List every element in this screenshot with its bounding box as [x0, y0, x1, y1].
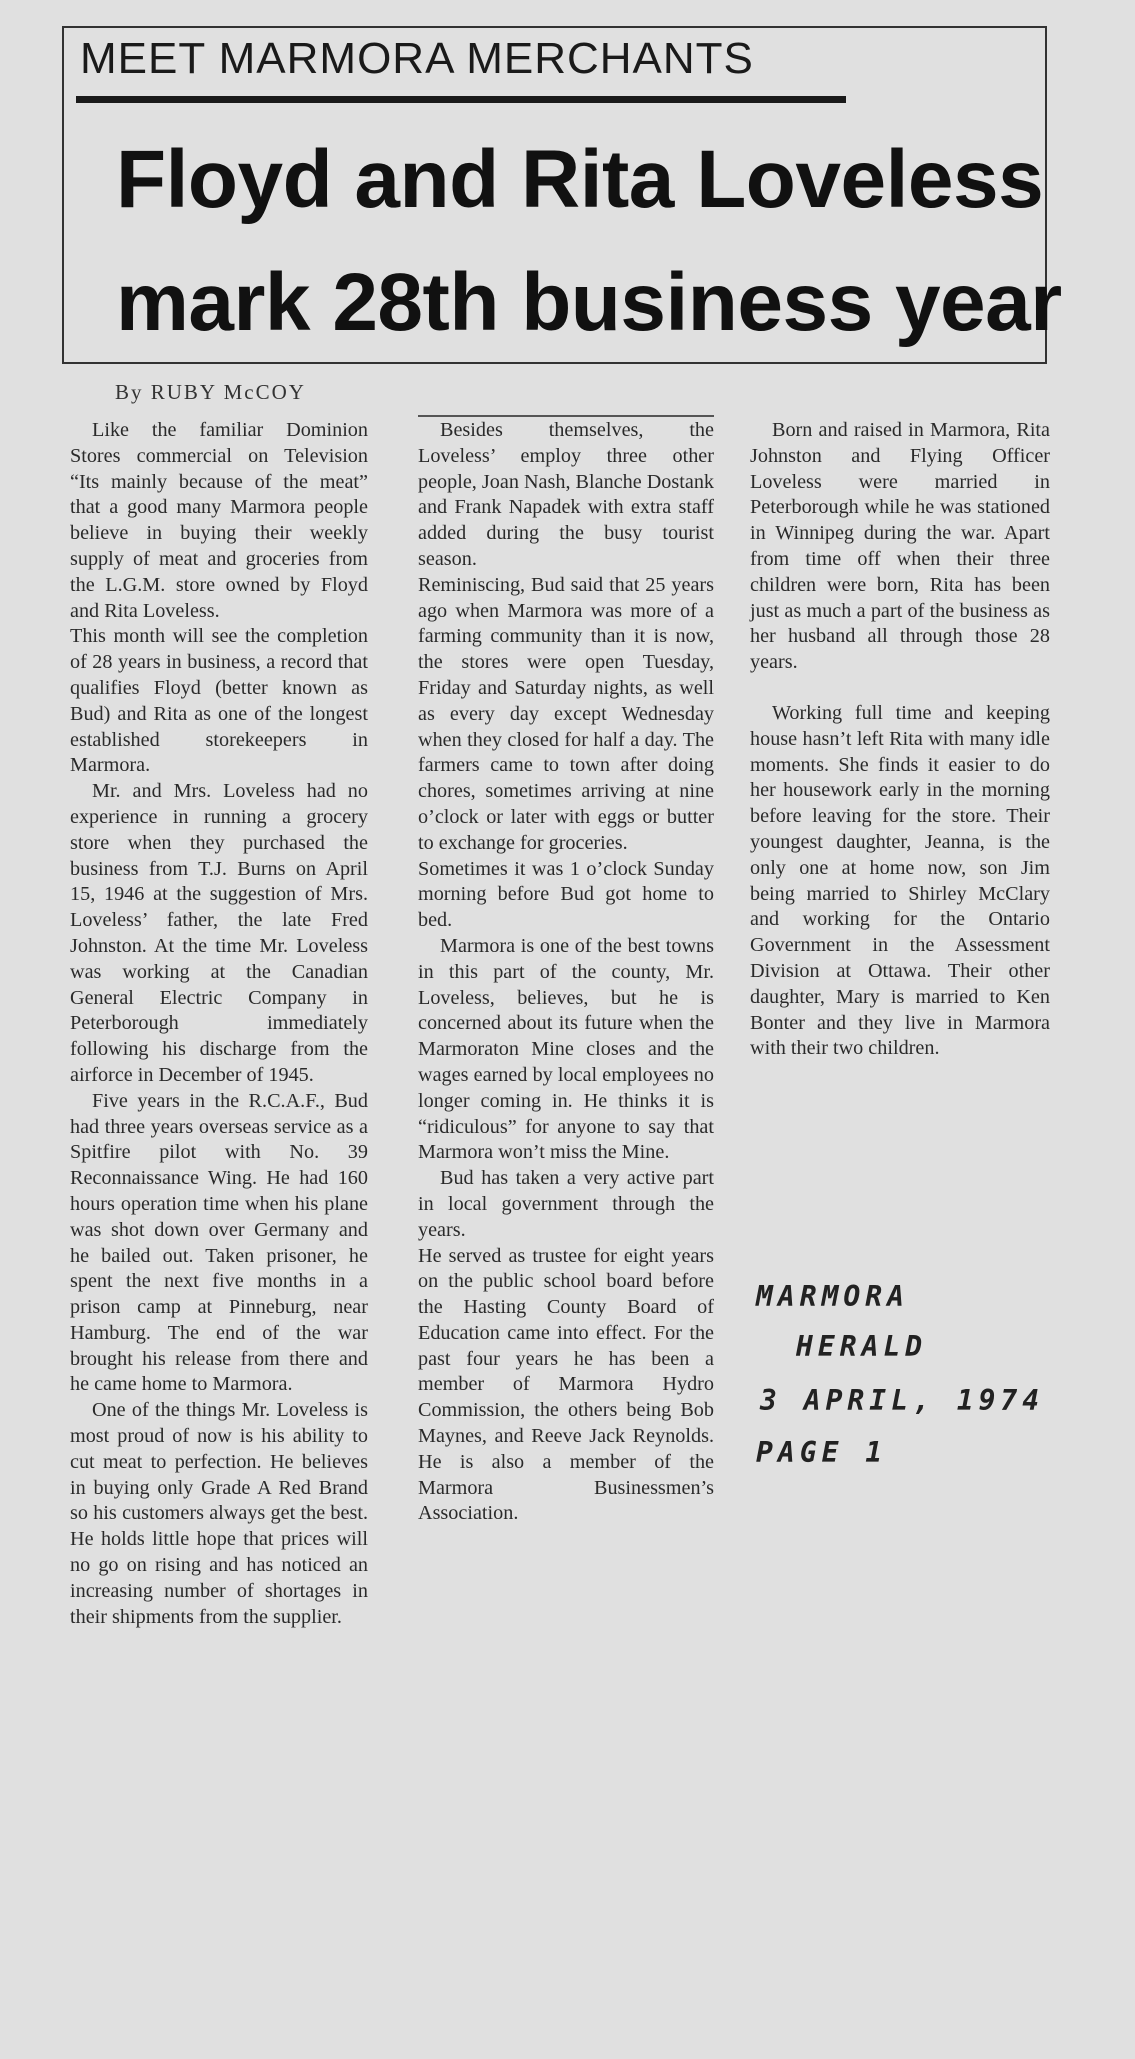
handwritten-line: HERALD — [796, 1330, 928, 1363]
kicker-rule — [76, 96, 846, 103]
handwritten-line: 3 APRIL, 1974 — [760, 1384, 1045, 1417]
column-top-rule — [418, 415, 714, 417]
headline-box — [62, 26, 1062, 364]
paragraph: Like the familiar Dominion Stores commercial on Television “Its mainly because of the meat” that a good many Marmora people believe in buying their weekly supply of meat and groceries from the L.G.M. store owned by Floyd and Rita Loveless. — [70, 419, 368, 622]
paragraph: Marmora is one of the best towns in this part of the county, Mr. Loveless, believes, but he is concerned about its future when the Marmoraton Mine closes and the wages earned by local employees no longer coming in. He thinks it is “ridiculous” for anyone to say that Marmora won’t miss the Mine. — [418, 934, 714, 1164]
paragraph: Sometimes it was 1 o’clock Sunday morning before Bud got home to bed. — [418, 857, 714, 932]
paragraph: Besides themselves, the Loveless’ employ three other people, Joan Nash, Blanche Dostank and Frank Napadek with extra staff added during the busy tourist season. — [418, 419, 715, 570]
paragraph: Mr. and Mrs. Loveless had no experience in running a grocery store when they purchased the business from T.J. Burns on April 15, 1946 at the suggestion of Mrs. Loveless’ father, the late Fred Johnston. At the time Mr. Loveless was working at the Canadian General Electric Company in Peterborough immediately following his discharge from the airforce in December of 1945. — [70, 780, 368, 1086]
article-column-1 — [70, 418, 368, 1630]
handwritten-source-note — [756, 1280, 1076, 1480]
paragraph: This month will see the completion of 28 years in business, a record that qualifies Floyd (better known as Bud) and Rita as one of the longest established storekeepers in Marmora. — [70, 625, 368, 777]
article-column-3 — [750, 418, 1050, 1062]
headline-line-2: mark 28th business year — [116, 257, 1062, 348]
paragraph: Working full time and keeping house hasn’t left Rita with many idle moments. She finds it easier to do her housework early in the morning before leaving for the store. Their youngest daughter, Jeanna, is the only one at home now, son Jim being married to Shirley McClary and working for the Ontario Government in the Assessment Division at Ottawa. Their other daughter, Mary is married to Ken Bonter and they live in Marmora with their two children. — [750, 701, 1050, 1060]
paragraph: Five years in the R.C.A.F., Bud had three years overseas service as a Spitfire pilot with No. 39 Reconnaissance Wing. He had 160 hours operation time when his plane was shot down over Germany and he bailed out. Taken prisoner, he spent the next five months in a prison camp at Pinneburg, near Hamburg. The end of the war brought his release from there and he came home to Marmora. — [70, 1089, 368, 1396]
article-column-2 — [418, 418, 714, 1527]
paragraph: Born and raised in Marmora, Rita Johnston and Flying Officer Loveless were married in Peterborough while he was stationed in Winnipeg during the war. Apart from time off when their three children were born, Rita has been just as much a part of the business as her husband all through those 28 years. — [750, 419, 1050, 674]
paragraph: Bud has taken a very active part in local government through the years. — [418, 1167, 714, 1241]
handwritten-line: PAGE 1 — [756, 1436, 888, 1469]
handwritten-line: MARMORA — [756, 1280, 910, 1313]
byline: By RUBY McCOY — [115, 380, 306, 404]
headline-line-1: Floyd and Rita Loveless — [116, 134, 1044, 225]
paragraph: One of the things Mr. Loveless is most proud of now is his ability to cut meat to perfection. He believes in buying only Grade A Red Brand so his customers always get the best. He holds little hope that prices will no go on rising and has noticed an increasing number of shortages in their shipments from the supplier. — [70, 1399, 368, 1628]
section-kicker: MEET MARMORA MERCHANTS — [80, 34, 754, 83]
paragraph: Reminiscing, Bud said that 25 years ago when Marmora was more of a farming community than it is now, the stores were open Tuesday, Friday and Saturday nights, as well as every day except Wednesday when they closed for half a day. The farmers came to town after doing chores, sometimes arriving at nine o’clock or later with eggs or butter to exchange for groceries. — [418, 573, 714, 854]
paragraph: He served as trustee for eight years on the public school board before the Hasting County Board of Education came into effect. For the past four years he has been a member of Marmora Hydro Commission, the others being Bob Maynes, and Reeve Jack Reynolds. He is also a member of the Marmora Businessmen’s Association. — [418, 1244, 714, 1525]
